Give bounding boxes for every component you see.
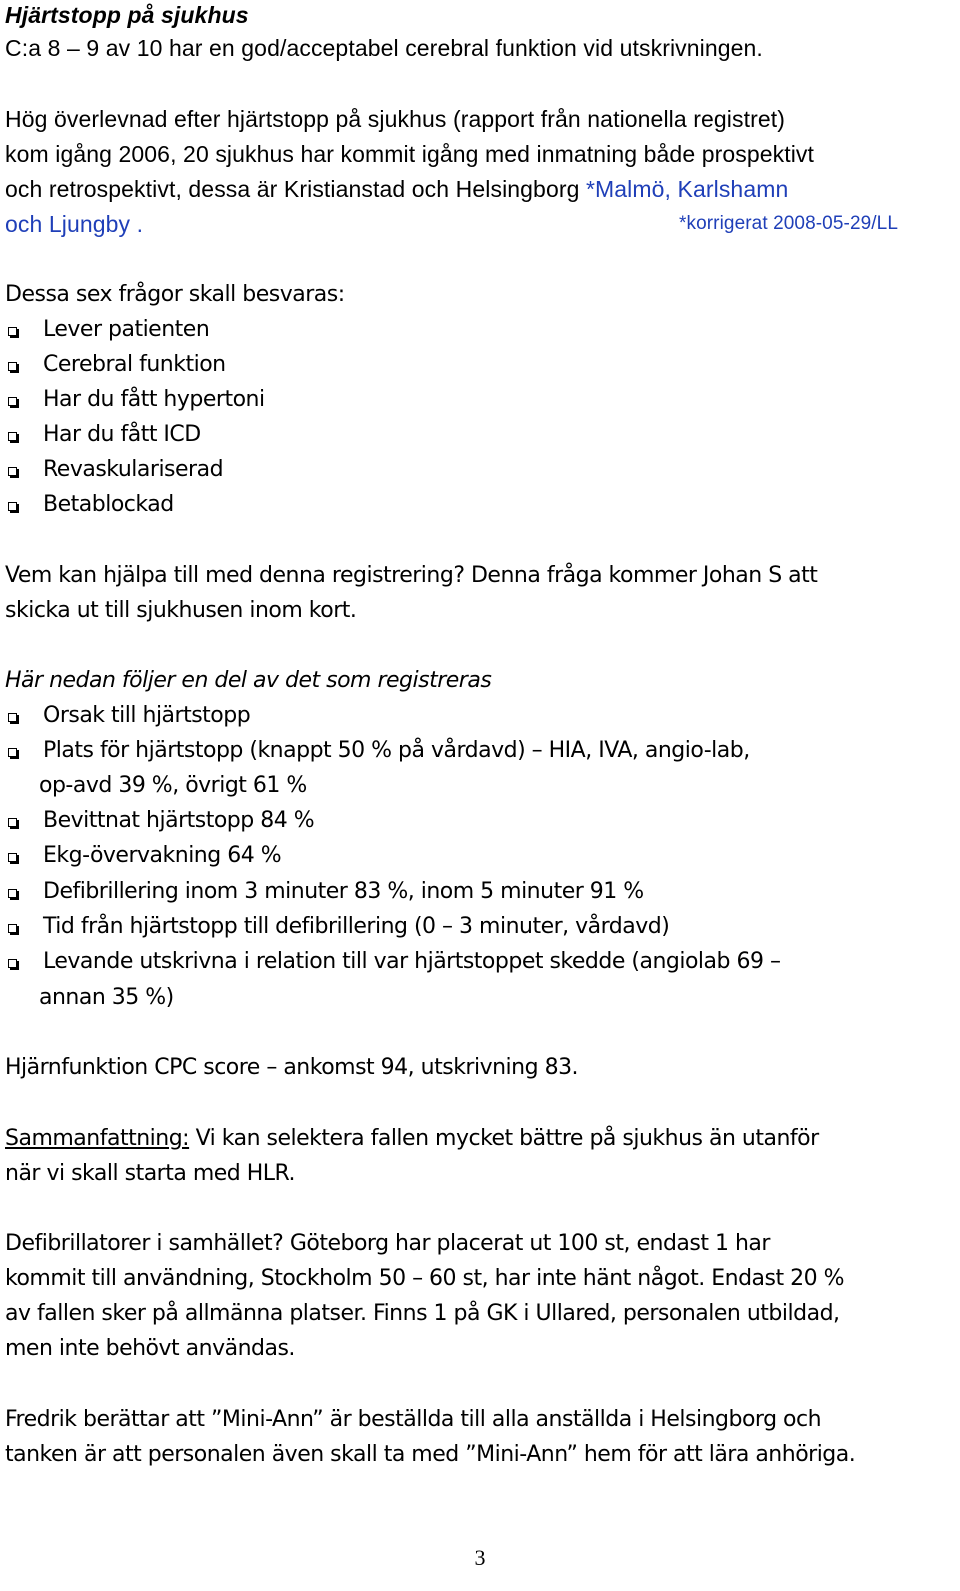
defib-line4: men inte behövt användas. [5, 1336, 295, 1361]
registered-heading: Här nedan följer en del av det som registreras [5, 668, 492, 693]
summary-text: Vi kan selektera fallen mycket bättre på sjukhus än utanför [189, 1126, 819, 1151]
para1-line1: Hög överlevnad efter hjärtstopp på sjukhus (rapport från nationella registret) [5, 106, 785, 132]
checkbox-icon [8, 959, 17, 968]
checkbox-icon [8, 853, 17, 862]
para1-line4 [5, 209, 930, 239]
checkbox-icon [8, 397, 17, 406]
checkbox-icon [8, 327, 17, 336]
help-line2: skicka ut till sjukhusen inom kort. [5, 598, 357, 623]
cpc-score-text: Hjärnfunktion CPC score – ankomst 94, utskrivning 83. [5, 1055, 579, 1080]
para1-line2: kom igång 2006, 20 sjukhus har kommit igång med inmatning både prospektivt [5, 141, 815, 167]
checkbox-icon [8, 889, 17, 898]
summary-line1 [5, 1124, 819, 1154]
para1-highlight-ljungby: och Ljungby . [5, 211, 144, 237]
defib-line1: Defibrillatorer i samhället? Göteborg har placerat ut 100 st, endast 1 har [5, 1231, 770, 1256]
checkbox-icon [8, 502, 17, 511]
summary-label: Sammanfattning: [5, 1126, 190, 1151]
fredrik-line2: tanken är att personalen även skall ta med ”Mini-Ann” hem för att lära anhöriga. [5, 1442, 856, 1467]
summary-line2: när vi skall starta med HLR. [5, 1161, 296, 1186]
help-line1: Vem kan hjälpa till med denna registrering? Denna fråga kommer Johan S att [5, 563, 818, 588]
document-page: Hjärtstopp på sjukhus C:a 8 – 9 av 10 har en god/acceptabel cerebral funktion vid utskrivningen. Hög överlevnad efter hjärtstopp på sjukhus (rapport från nationella registret) kom igång 2006, 20 sjukhus har kommit igång med inmatning både prospektivt och retrospektivt, dessa är Kristianstad och Helsingborg *Malmö, Karlshamn och Ljungby . *korrigerat 2008-05-29/LL Dessa sex frågor skall besvaras: Lever patienten Cerebral funktion Har du fått hypertoni Har du fått ICD Revaskulariserad Betablockad Vem kan hjälpa till med denna registrering? Denna fråga kommer Johan S att skicka ut till sjukhusen inom kort. Här nedan följer en del av det som registreras Orsak till hjärtstopp Plats för hjärtstopp (knappt 50 % på vårdavd) – HIA, IVA, angio-lab, op-avd 39 %, övrigt 61 % Bevittnat hjärtstopp 84 % Ekg-övervakning 64 % Defibrillering inom 3 minuter 83 %, inom 5 minuter 91 % Tid från hjärtstopp till defibrillering (0 – 3 minuter, vårdavd) Levande utskrivna i relation till var hjärtstoppet skedde (angiolab 69 – annan 35 %) Hjärnfunktion CPC score – ankomst 94, utskrivning 83. Sammanfattning: Vi kan selektera fallen mycket bättre på sjukhus än utanför när vi skall starta med HLR. Defibrillatorer i samhället? Göteborg har placerat ut 100 st, endast 1 har kommit till användning, Stockholm 50 – 60 st, har inte hänt något. Endast 20 % av fallen sker på allmänna platser. Finns 1 på GK i Ullared, personalen utbildad, men inte behövt användas. Fredrik berättar att ”Mini-Ann” är beställda till alla anställda i Helsingborg och tanken är att personalen även skall ta med ”Mini-Ann” hem för att lära anhöriga. 3 [0, 0, 960, 1591]
intro-text: C:a 8 – 9 av 10 har en god/acceptabel cerebral funktion vid utskrivningen. [5, 35, 763, 61]
checkbox-icon [8, 924, 17, 933]
para1-line3 [5, 174, 788, 204]
para1-highlight-hospitals: *Malmö, Karlshamn [585, 176, 789, 202]
page-number: 3 [474, 1545, 486, 1570]
registered-item-continuation: op-avd 39 %, övrigt 61 % [39, 773, 307, 798]
fredrik-line1: Fredrik berättar att ”Mini-Ann” är beställda till alla anställda i Helsingborg och [5, 1407, 822, 1432]
questions-heading: Dessa sex frågor skall besvaras: [5, 282, 345, 307]
checkbox-icon [8, 818, 17, 827]
registered-item-continuation: annan 35 %) [39, 985, 174, 1010]
checkbox-icon [8, 362, 17, 371]
checkbox-icon [8, 467, 17, 476]
defib-line2: kommit till användning, Stockholm 50 – 60 st, har inte hänt något. Endast 20 % [5, 1266, 845, 1291]
checkbox-icon [8, 432, 17, 441]
document-title: Hjärtstopp på sjukhus [5, 2, 249, 28]
checkbox-icon [8, 748, 17, 757]
checkbox-icon [8, 713, 17, 722]
defib-line3: av fallen sker på allmänna platser. Finns 1 på GK i Ullared, personalen utbildad, [5, 1301, 840, 1326]
correction-note: *korrigerat 2008-05-29/LL [678, 213, 898, 234]
para1-line3-text: och retrospektivt, dessa är Kristianstad och Helsingborg [5, 176, 586, 202]
